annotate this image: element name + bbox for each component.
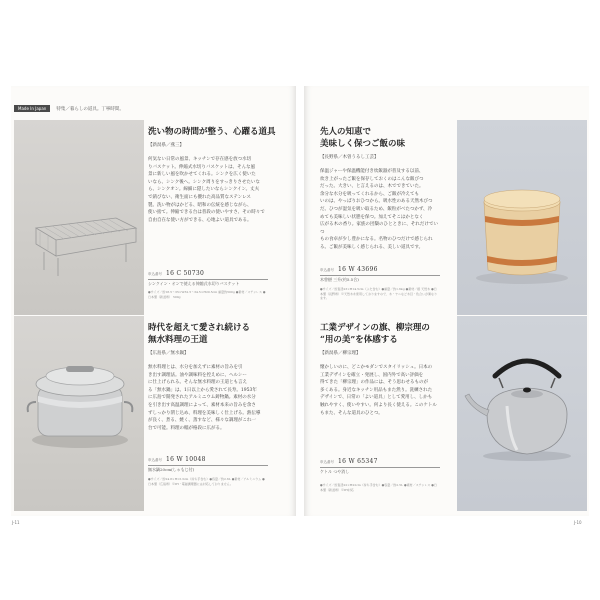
code-number: 16 W 10048: [166, 456, 206, 463]
code-label: 申込番号: [148, 458, 162, 462]
product-maker: 【長野県／木曽うるし工芸】: [320, 155, 379, 160]
page-number-left: J-11: [12, 520, 20, 525]
code-number: 16 W 65347: [338, 458, 378, 465]
code-label: 申込番号: [320, 460, 334, 464]
musui-pot-image: [14, 316, 144, 511]
divider: [320, 275, 440, 276]
product-kettle: [320, 322, 460, 417]
product-fine-print: ●サイズ／約直径22×H22cm（持ち手含む）●容量／約2.5L ●素材／ステンレス ●日本製（新潟県）※IH対応: [320, 483, 437, 492]
product-maker: 【新潟県／柳宗理】: [320, 351, 361, 356]
category-label: 特集／暮らしの道具。丁寧時間。: [56, 106, 124, 112]
product-description: 保温ジャーや保温機能付き炊飯器が普及する以前、 炊き上がったご飯を保存しておくのはこんな飯びつ だった。大きい、と言えるのは、木でできていた。 余分な水分を吸ってくれるから、ご飯が冷えても いのは、やっぱりおひつから。吸水性のある天然木びつ だ。ひつが湿気を吸い取るため、飯粒がべたつかず、冷 めても美味しい状態を保つ。加えてそこはかとなく 広がる木の香り。家族の団欒のひとときに、それだけでいつ もの食卓が少し豊かになる。名物のひつだけで感じられ る。ご飯が美味しく感じられる、美しい道具です。: [320, 169, 438, 250]
code-label: 申込番号: [320, 268, 334, 272]
product-description: 懐かしいのに、どこかモダンでスタイリッシュ。日本の 工業デザインを確立・発展し、国内外で高い評価を 得てきた「柳宗理」の作品には、そう思わせるものが 多くある。身近なキッチン用品もまた然り。洗練された デザインで、日常の「よい道具」として愛用し、しかも 触れやすく、使いやすい。何より長く使える。このケトル もまた、そんな道具のひとつ。: [320, 365, 437, 416]
product-fine-print: ●サイズ／約直径23×H14.5cm（ふた含む）●重量／約1.6kg ●素材／椹 天然木 ●日本製（長野県）※天然木を使用しておりますので、木・ヤニなど木目・色合いが異なります。: [320, 287, 437, 301]
product-title: 洗い物の時間が整う、心躍る道具: [148, 127, 276, 137]
dish-rack-photo: [14, 120, 144, 315]
product-spec: 無水鍋20cm(しゃもじ付): [148, 467, 195, 472]
divider: [148, 279, 268, 280]
product-code: [148, 456, 206, 463]
product-maker: 【広島県／無水鍋】: [148, 351, 189, 356]
product-description: 何気ない日常の風景、キッチンで存在感を放つ水切 りバスケット。伸縮式水切りバスケットは、そんな風 景に新しい風を吹かせてくれる。シンクを広く使いた いなら、シンク後へ。シンク周りをすっきりさせたいな ら、シンクオン。線細に隠したいならシンクイン。丈夫 で錆びない、衛生面にも優れた高品質なステンレス 製。洗い物がはかどる、昭和の伝統を感じながら、 使い捨て。伸縮できる台は普段の使いやすさ、その時々で 自由自在な使い方ができる、心地よい道具である。: [148, 157, 265, 223]
product-title: 時代を超えて愛され続ける 無水料理の王道: [148, 323, 251, 345]
product-code: [148, 270, 204, 277]
page-number-right: J-10: [574, 520, 582, 525]
divider: [320, 467, 440, 468]
ohitsu-image: [457, 120, 587, 315]
product-title: 工業デザインの旗、柳宗理の “用の美”を体感する: [320, 323, 430, 345]
section-header: [14, 105, 124, 112]
code-number: 16 C 50730: [166, 270, 205, 277]
product-fine-print: ●サイズ／約18.5〜35×W32.5〜34.5×H20.5cm 重量約500g ●素材／ステンレス ●日本製（新潟県） 500g: [148, 290, 266, 299]
made-in-japan-tag: Made In Japan: [14, 105, 50, 112]
divider: [148, 465, 268, 466]
dish-rack-image: [14, 120, 144, 315]
code-number: 16 W 43696: [338, 266, 378, 273]
product-spec: 木曽椹 三升(約5.5合): [320, 277, 359, 282]
product-musui-pot: [148, 322, 288, 432]
product-title: 先人の知恵で 美味しく保つご飯の味: [320, 127, 406, 149]
musui-pot-photo: [14, 316, 144, 511]
ohitsu-photo: [457, 120, 587, 315]
product-spec: シンクイン・オンで使える伸縮式水切りバスケット: [148, 281, 240, 286]
product-code: [320, 266, 378, 273]
kettle-image: [457, 316, 587, 511]
product-fine-print: ●サイズ／約24.8×H13.3cm（持ち手含む）●容量／約2.6L ●素材／アルミニウム ●日本製（広島県）※IH・電磁調理器には対応しておりません。: [148, 477, 265, 486]
product-code: [320, 458, 378, 465]
product-ohitsu: [320, 126, 460, 252]
product-dish-rack: [148, 126, 288, 224]
code-label: 申込番号: [148, 272, 162, 276]
product-spec: ケトル つや消し: [320, 469, 350, 474]
product-description: 無水料理とは、水分を加えずに素材の旨みを引 き出す調理法。油や調味料を控えめに、ヘルシー に仕上げられる。そんな無水料理の王道とも言え る「無水鍋」は、1日以上から愛されて長寿。1953年 に広島で開発されたアルミニウム鋳物鍋。素材の水分 を引き出す高温調理によって、素材本来の旨みを余さ ずしっかり閉じ込め、料理を美味しく仕上げる。熱伝導 が良く、煮る、焼く、蒸すなど、様々な調理がこれ一 台で可能。料理の幅が格段に広がる。: [148, 365, 261, 431]
product-maker: 【新潟県／燕三】: [148, 143, 184, 148]
kettle-photo: [457, 316, 587, 511]
